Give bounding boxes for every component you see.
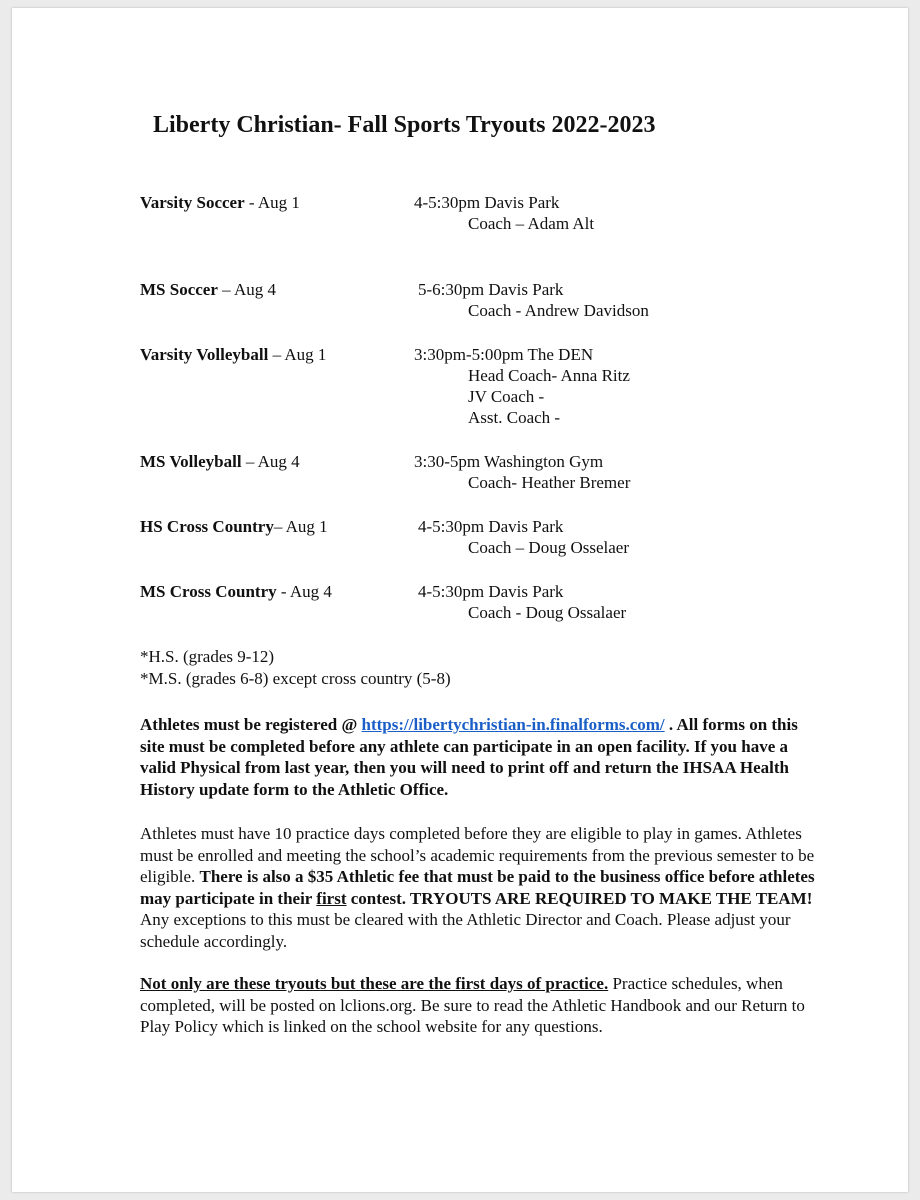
eligibility-paragraph: Athletes must have 10 practice days completed before they are eligible to play in games. Athletes must be enrolled and meeting the school’s academic requirements from the previous semester to be eligible. There is also a $35 Athletic fee that must be paid to the business office before athletes may participate in their first contest. TRYOUTS ARE REQUIRED TO MAKE THE TEAM! Any exceptions to this must be cleared with the Athletic Director and Coach. Please adjust your schedule accordingly. — [140, 824, 815, 951]
finalforms-link[interactable]: https://libertychristian-in.finalforms.com/ — [361, 715, 665, 734]
coach: Head Coach- Anna Ritz — [468, 366, 630, 385]
grade-notes — [140, 646, 451, 689]
coach: Coach – Doug Osselaer — [468, 538, 629, 557]
sport-name: MS Volleyball – Aug 4 — [140, 452, 300, 471]
registration-paragraph: Athletes must be registered @ https://libertychristian-in.finalforms.com/ . All forms on this site must be completed before any athlete can participate in an open facility. If you have a valid Physical from last year, then you will need to print off and return the IHSAA Health History update form to the Athletic Office. — [140, 715, 798, 799]
practice-emphasis: Not only are these tryouts but these are the first days of practice. — [140, 974, 609, 993]
time-location: 4-5:30pm Davis Park — [418, 517, 564, 536]
coach: Coach – Adam Alt — [468, 214, 595, 233]
hs-grades-note: *H.S. (grades 9-12) — [140, 647, 275, 666]
coach: Coach- Heather Bremer — [468, 473, 631, 492]
coach: JV Coach - — [468, 387, 545, 406]
time-location: 3:30-5pm Washington Gym — [414, 452, 604, 471]
coach: Coach - Andrew Davidson — [468, 301, 649, 320]
time-location: 4-5:30pm Davis Park — [418, 582, 564, 601]
time-location: 5-6:30pm Davis Park — [418, 280, 564, 299]
practice-paragraph: Not only are these tryouts but these are the first days of practice. Practice schedules, when completed, will be posted on lclions.org. Be sure to read the Athletic Handbook and our Return to Play Policy which is linked on the school website for any questions. — [140, 974, 805, 1036]
time-location: 3:30pm-5:00pm The DEN — [414, 345, 594, 364]
sport-name: Varsity Volleyball – Aug 1 — [140, 345, 327, 364]
coach: Coach - Doug Ossalaer — [468, 603, 627, 622]
sport-name: MS Soccer – Aug 4 — [140, 280, 276, 299]
sport-name: Varsity Soccer - Aug 1 — [140, 193, 300, 212]
sport-name: HS Cross Country– Aug 1 — [140, 517, 328, 536]
sport-name: MS Cross Country - Aug 4 — [140, 582, 332, 601]
document-title: Liberty Christian- Fall Sports Tryouts 2022-2023 — [153, 112, 656, 138]
coach: Asst. Coach - — [468, 408, 561, 427]
time-location: 4-5:30pm Davis Park — [414, 193, 560, 212]
ms-grades-note: *M.S. (grades 6-8) except cross country (5-8) — [140, 668, 451, 688]
